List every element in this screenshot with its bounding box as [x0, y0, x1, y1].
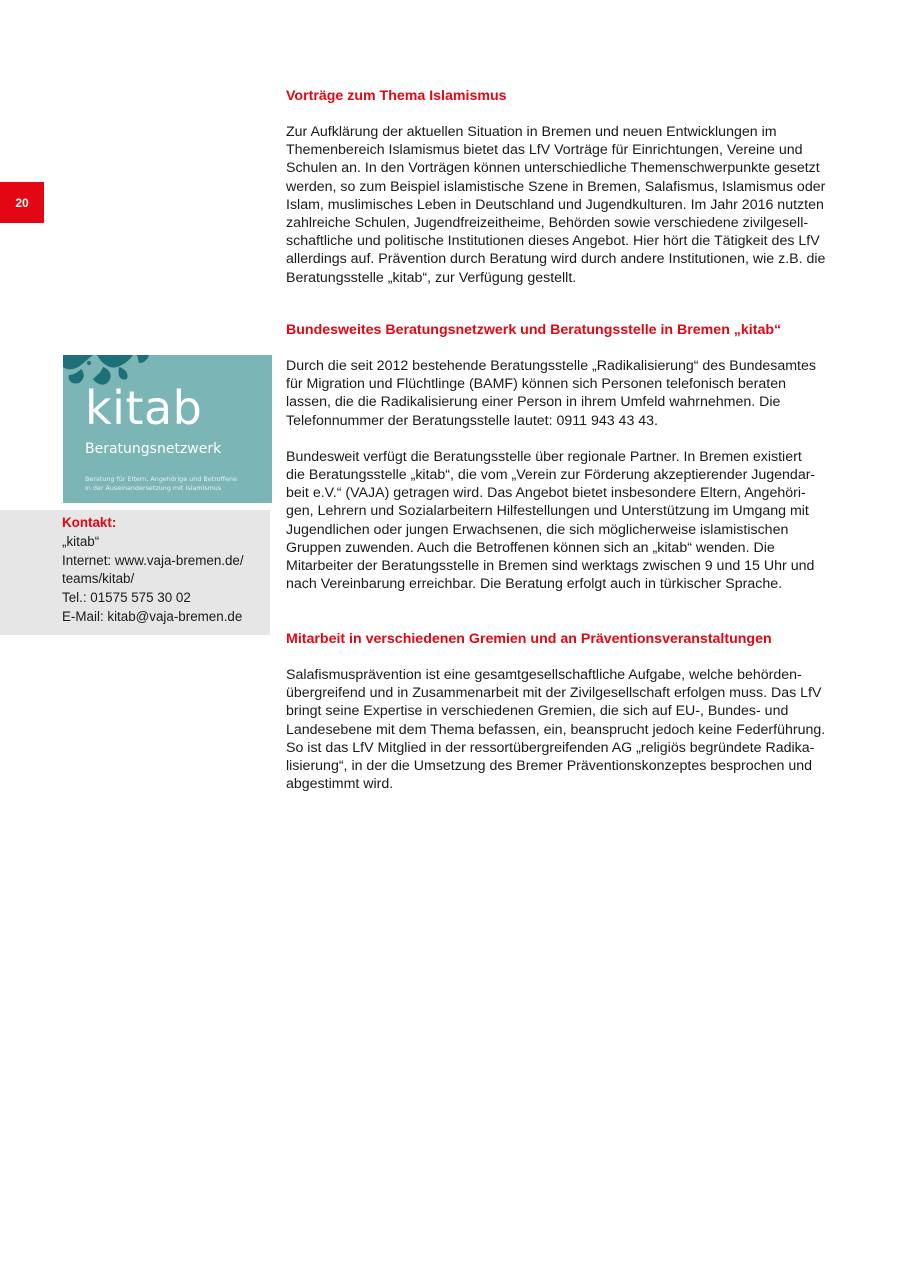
logo-tagline [85, 475, 237, 493]
text-line: lassen, die die Radikalisierung einer Person in ihrem Umfeld wahrnehmen. Die [286, 394, 781, 411]
text-line: Schulen an. In den Vorträgen können unterschiedliche Themenschwerpunkte gesetzt [286, 160, 820, 177]
section-heading: Mitarbeit in verschiedenen Gremien und an Präventionsveranstaltungen [286, 631, 772, 647]
page-number: 20 [15, 195, 29, 210]
contact-line: „kitab“ [62, 533, 100, 549]
logo-tagline-line: Beratung für Eltern, Angehörige und Betroffene [85, 475, 237, 483]
text-line: nach Vereinbarung erreichbar. Die Beratung erfolgt auch in türkischer Sprache. [286, 576, 783, 593]
text-line: Landesebene mit dem Thema befassen, ein, beansprucht jedoch keine Federführung. [286, 721, 826, 738]
text-line: die Beratungsstelle „kitab“, die vom „Verein zur Förderung akzeptierender Jugendar- [286, 467, 816, 484]
contact-title: Kontakt: [62, 515, 117, 530]
text-line: So ist das LfV Mitglied in der ressortübergreifenden AG „religiös begründete Radika- [286, 739, 815, 756]
text-line: Islam, muslimisches Leben in Deutschland und Jugendkulturen. Im Jahr 2016 nutzten [286, 196, 824, 213]
contact-website-link[interactable]: Internet: www.vaja-bremen.de/ [62, 552, 244, 568]
section-counseling-network [286, 321, 842, 593]
text-line: gen, Lehrern und Sozialarbeitern Hilfestellungen und Unterstützung im Umgang mit [286, 503, 809, 520]
text-line: allerdings auf. Prävention durch Beratung wird durch andere Institutionen, wie z.B. die [286, 251, 826, 268]
section-committees [286, 630, 842, 793]
text-line: Salafismusprävention ist eine gesamtgesellschaftliche Aufgabe, welche behörden- [286, 667, 802, 683]
text-line: beit e.V.“ (VAJA) getragen wird. Das Angebot bietet insbesondere Eltern, Angehöri- [286, 485, 806, 502]
text-line: bringt seine Expertise in verschiedenen Gremien, die sich auf EU-, Bundes- und [286, 703, 789, 720]
text-line: Mitarbeiter der Beratungsstelle in Bremen sind werktags zwischen 9 und 15 Uhr und [286, 558, 815, 575]
text-line: übergreifend und in Zusammenarbeit mit der Zivilgesellschaft erfolgen muss. Das LfV [286, 685, 822, 702]
text-line: Zur Aufklärung der aktuellen Situation in Bremen und neuen Entwicklungen im [286, 124, 777, 140]
paragraph [286, 666, 842, 793]
text-line: lisierung“, in der die Umsetzung des Bremer Präventionskonzeptes besprochen und [286, 758, 813, 775]
kitab-logo [63, 355, 272, 503]
section-islamismus-talks [286, 87, 842, 287]
paragraph [286, 357, 842, 430]
section-heading: Bundesweites Beratungsnetzwerk und Beratungsstelle in Bremen „kitab“ [286, 322, 782, 338]
text-line: abgestimmt wird. [286, 776, 394, 793]
text-line: Durch die seit 2012 bestehende Beratungsstelle „Radikalisierung“ des Bundesamtes [286, 358, 816, 374]
paragraph [286, 448, 842, 594]
text-line: Gruppen zuwenden. Auch die Betroffenen können sich an „kitab“ wenden. Die [286, 539, 775, 556]
text-line: werden, so zum Beispiel islamistische Szene in Bremen, Salafismus, Islamismus oder [286, 178, 826, 195]
contact-email-link[interactable]: E-Mail: kitab@vaja-bremen.de [62, 608, 243, 624]
contact-box [0, 510, 270, 635]
section-heading: Vorträge zum Thema Islamismus [286, 88, 507, 104]
text-line: zahlreiche Schulen, Jugendfreizeitheime, Behörden sowie verschiedene zivilgesell- [286, 215, 809, 232]
logo-tagline-line: in der Auseinandersetzung mit Islamismus [85, 484, 222, 492]
logo-subtitle: Beratungsnetzwerk [85, 441, 222, 457]
text-line: Beratungsstelle „kitab“, zur Verfügung gestellt. [286, 269, 577, 286]
logo-wordmark: kitab [85, 381, 203, 435]
text-line: Telefonnummer der Beratungsstelle lautet: 0911 943 43 43. [286, 412, 659, 429]
text-line: Bundesweit verfügt die Beratungsstelle über regionale Partner. In Bremen existiert [286, 448, 802, 465]
text-line: schaftliche und politische Institutionen dieses Angebot. Hier hört die Tätigkeit des LfV [286, 233, 820, 250]
text-line: Themenbereich Islamismus bietet das LfV Vorträge für Einrichtungen, Vereine und [286, 142, 803, 159]
page-number-badge [0, 182, 44, 223]
text-line: für Migration und Flüchtlinge (BAMF) können sich Personen telefonisch beraten [286, 376, 786, 393]
text-line: Jugendlichen oder jungen Erwachsenen, die sich möglicherweise islamistischen [286, 521, 789, 538]
contact-website-link-cont[interactable]: teams/kitab/ [62, 571, 135, 587]
contact-content [62, 514, 244, 627]
paragraph [286, 123, 842, 287]
contact-phone: Tel.: 01575 575 30 02 [62, 590, 191, 606]
